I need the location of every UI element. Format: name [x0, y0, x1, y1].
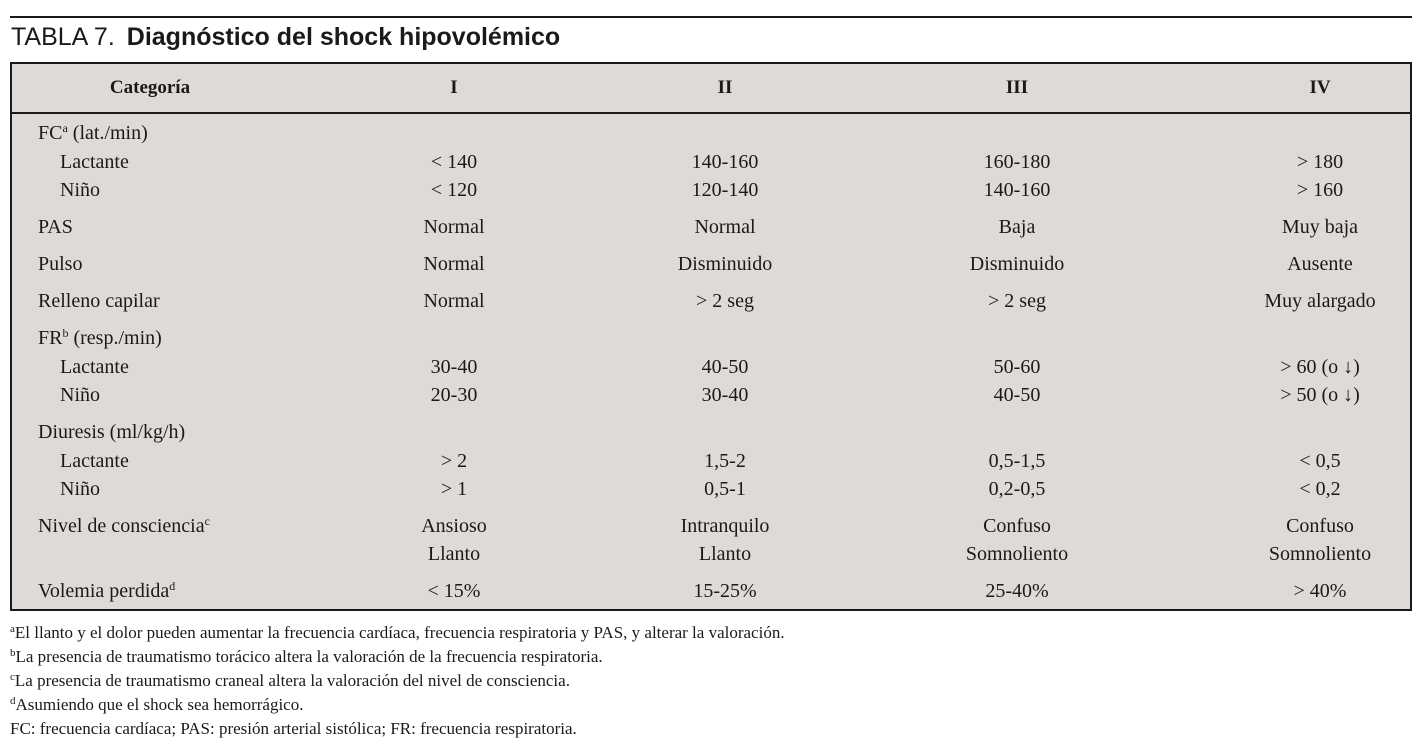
- table-cell: 1,5-2: [704, 450, 746, 472]
- volemia-sup: d: [169, 579, 176, 593]
- row-label-diuresis-nino: Niño: [60, 478, 100, 500]
- table-cell: > 160: [1296, 179, 1344, 201]
- row-label-consciencia: [38, 513, 210, 539]
- table-cell: 40-50: [993, 384, 1041, 406]
- row-label-fr: [38, 325, 162, 351]
- table-cell: 140-160: [983, 179, 1051, 201]
- table-cell: 30-40: [701, 384, 749, 406]
- table-cell: Normal: [423, 253, 485, 275]
- header-categoria: Categoría: [109, 77, 191, 98]
- row-label-fr-lactante: Lactante: [60, 356, 129, 378]
- fr-sup: b: [62, 326, 69, 340]
- table-cell: 20-30: [430, 384, 478, 406]
- table-cell: 120-140: [691, 179, 759, 201]
- table-cell: 160-180: [983, 151, 1051, 173]
- table-cell: 0,5-1,5: [988, 450, 1046, 472]
- header-i: I: [450, 77, 458, 98]
- volemia-label: Volemia perdida: [38, 580, 170, 602]
- table-cell: < 140: [430, 151, 478, 173]
- footnote-text: FC: frecuencia cardíaca; PAS: presión arterial sistólica; FR: frecuencia respiratoria.: [10, 719, 577, 738]
- table-cell: < 0,2: [1299, 478, 1341, 500]
- table-cell: 0,5-1: [704, 478, 746, 500]
- footnote-marker: c: [10, 671, 15, 683]
- table-cell: Somnoliento: [1268, 543, 1372, 565]
- table-cell: Ausente: [1287, 253, 1353, 275]
- table-cell: 15-25%: [693, 580, 757, 602]
- diagnosis-table: [10, 62, 1412, 611]
- row-label-fc-lactante: Lactante: [60, 151, 129, 173]
- row-label-pas: PAS: [38, 216, 73, 238]
- table-cell: Disminuido: [677, 253, 773, 275]
- table-cell: > 180: [1296, 151, 1344, 173]
- table-cell: Intranquilo: [680, 515, 770, 537]
- table-cell: 40-50: [701, 356, 749, 378]
- consciencia-label: Nivel de consciencia: [38, 515, 205, 537]
- footnote-text: La presencia de traumatismo torácico altera la valoración de la frecuencia respiratoria.: [15, 647, 603, 666]
- footnote-marker: a: [10, 623, 15, 635]
- table-cell: 50-60: [993, 356, 1041, 378]
- row-label-fr-nino: Niño: [60, 384, 100, 406]
- footnote-a: [10, 622, 785, 644]
- row-label-volemia: [38, 578, 175, 604]
- table-cell: Ansioso: [421, 515, 487, 537]
- table-cell: 25-40%: [985, 580, 1049, 602]
- header-ii: II: [717, 77, 733, 98]
- row-label-diuresis: Diuresis (ml/kg/h): [38, 421, 186, 443]
- table-cell: 30-40: [430, 356, 478, 378]
- table-cell: Muy baja: [1281, 216, 1359, 238]
- table-header-row: [12, 64, 1410, 114]
- fr-unit: (resp./min): [73, 327, 162, 349]
- footnote-d: [10, 694, 303, 716]
- consciencia-sup: c: [204, 514, 210, 528]
- table-cell: < 120: [430, 179, 478, 201]
- table-cell: > 2 seg: [696, 290, 754, 312]
- table-cell: > 2: [440, 450, 468, 472]
- row-label-fc: [38, 120, 148, 146]
- table-cell: Normal: [423, 216, 485, 238]
- table-cell: > 50 (o ↓): [1280, 384, 1360, 406]
- footnote-text: La presencia de traumatismo craneal altera la valoración del nivel de consciencia.: [14, 671, 570, 690]
- table-number: TABLA 7.: [11, 23, 115, 51]
- footnote-marker: d: [10, 695, 16, 707]
- row-label-relleno: Relleno capilar: [38, 290, 160, 312]
- table-cell: Normal: [423, 290, 485, 312]
- table-cell: < 15%: [427, 580, 481, 602]
- footnote-marker: b: [10, 647, 16, 659]
- table-cell: > 60 (o ↓): [1280, 356, 1360, 378]
- table-title-text: Diagnóstico del shock hipovolémico: [126, 23, 561, 51]
- footnote-text: Asumiendo que el shock sea hemorrágico.: [15, 695, 304, 714]
- table-cell: > 40%: [1293, 580, 1347, 602]
- fc-unit: (lat./min): [72, 122, 148, 144]
- table-cell: > 1: [440, 478, 468, 500]
- top-rule: [10, 16, 1412, 18]
- row-label-diuresis-lactante: Lactante: [60, 450, 129, 472]
- fc-sup: a: [62, 121, 68, 135]
- fc-label: FC: [38, 122, 63, 144]
- footnote-abbreviations: [10, 718, 577, 740]
- table-cell: < 0,5: [1299, 450, 1341, 472]
- footnote-text: El llanto y el dolor pueden aumentar la frecuencia cardíaca, frecuencia respiratoria y PAS, y alterar la valoración.: [14, 623, 785, 642]
- footnote-c: [10, 670, 570, 692]
- table-cell: Llanto: [427, 543, 481, 565]
- table-cell: Llanto: [698, 543, 752, 565]
- table-cell: 0,2-0,5: [988, 478, 1046, 500]
- table-cell: Confuso: [983, 515, 1051, 537]
- header-iv: IV: [1309, 77, 1331, 98]
- fr-label: FR: [38, 327, 63, 349]
- table-cell: Somnoliento: [965, 543, 1069, 565]
- table-title: [11, 22, 560, 52]
- table-cell: Baja: [998, 216, 1036, 238]
- row-label-fc-nino: Niño: [60, 179, 100, 201]
- table-cell: Disminuido: [969, 253, 1065, 275]
- table-cell: > 2 seg: [988, 290, 1046, 312]
- footnote-b: [10, 646, 603, 668]
- table-cell: Normal: [694, 216, 756, 238]
- table-cell: Confuso: [1286, 515, 1354, 537]
- row-label-pulso: Pulso: [38, 253, 83, 275]
- table-cell: 140-160: [691, 151, 759, 173]
- header-iii: III: [1005, 77, 1029, 98]
- table-cell: Muy alargado: [1264, 290, 1376, 312]
